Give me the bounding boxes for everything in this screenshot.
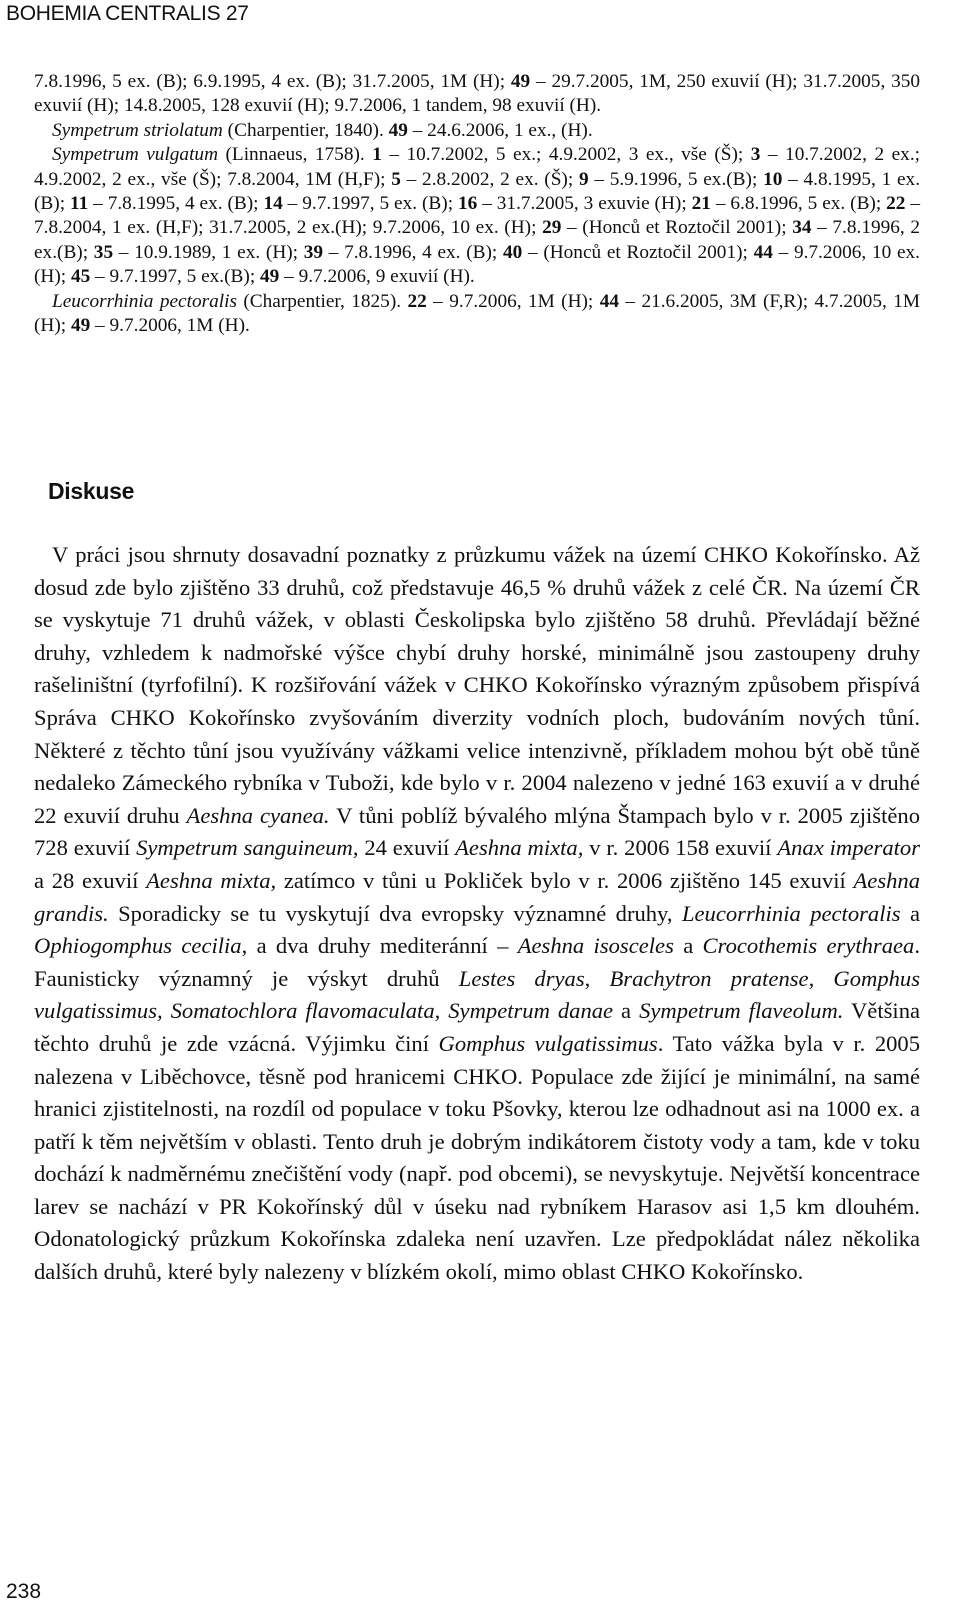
section-heading: Diskuse <box>48 478 135 504</box>
record-paragraph: Sympetrum vulgatum (Linnaeus, 1758). 1 – 10.7.2002, 5 ex.; 4.9.2002, 3 ex., vše (Š); 3 – 10.7.2002, 2 ex.; 4.9.2002, 2 ex., vše (Š); 7.8.2004, 1M (H,F); 5 – 2.8.2002, 2 ex. (Š); 9 – 5.9.1996, 5 ex.(B); 10 – 4.8.1995, 1 ex. (B); 11 – 7.8.1995, 4 ex. (B); 14 – 9.7.1997, 5 ex. (B); 16 – 31.7.2005, 3 exuvie (H); 21 – 6.8.1996, 5 ex. (B); 22 – 7.8.2004, 1 ex. (H,F); 31.7.2005, 2 ex.(H); 9.7.2006, 10 ex. (H); 29 – (Honců et Roztočil 2001); 34 – 7.8.1996, 2 ex.(B); 35 – 10.9.1989, 1 ex. (H); 39 – 7.8.1996, 4 ex. (B); 40 – (Honců et Roztočil 2001); 44 – 9.7.2006, 10 ex. (H); 45 – 9.7.1997, 5 ex.(B); 49 – 9.7.2006, 9 exuvií (H). <box>34 144 921 288</box>
page-number: 238 <box>6 1580 42 1603</box>
record-paragraph: Sympetrum striolatum (Charpentier, 1840). 49 – 24.6.2006, 1 ex., (H). <box>52 119 593 141</box>
record-paragraph: 7.8.1996, 5 ex. (B); 6.9.1995, 4 ex. (B); 31.7.2005, 1M (H); 49 – 29.7.2005, 1M, 250 exuvií (H); 31.7.2005, 350 exuvií (H); 14.8.2005, 128 exuvií (H); 9.7.2006, 1 tandem, 98 exuvií (H). <box>34 71 920 117</box>
running-header: BOHEMIA CENTRALIS 27 <box>6 2 249 25</box>
species-records <box>34 70 920 338</box>
discussion-paragraph: V práci jsou shrnuty dosavadní poznatky z průzkumu vážek na území CHKO Kokořínsko. Až dosud zde bylo zjištěno 33 druhů, což představuje 46,5 % druhů vážek z celé ČR. Na území ČR se vyskytuje 71 druhů vážek, v oblasti Českolipska bylo zjištěno 58 druhů. Převládají běžné druhy, vzhledem k nadmořské výšce chybí druhy horské, minimálně jsou zastoupeny druhy rašeliništní (tyrfofilní). K rozšiřování vážek v CHKO Kokořínsko výrazným způsobem přispívá Správa CHKO Kokořínsko zvyšováním diverzity vodních ploch, budováním nových tůní. Některé z těchto tůní jsou využívány vážkami velice intenzivně, příkladem mohou být obě tůně nedaleko Zámeckého rybníka v Tuboži, kde bylo v r. 2004 nalezeno v jedné 163 exuvií a v druhé 22 exuvií druhu Aeshna cyanea. V tůni poblíž bývalého mlýna Štampach bylo v r. 2005 zjištěno 728 exuvií Sympetrum sanguineum, 24 exuvií Aeshna mixta, v r. 2006 158 exuvií Anax imperator a 28 exuvií Aeshna mixta, zatímco v tůni u Pokliček bylo v r. 2006 zjištěno 145 exuvií Aeshna grandis. Sporadicky se tu vyskytují dva evropsky významné druhy, Leucorrhinia pectoralis a Ophiogomphus cecilia, a dva druhy mediteránní – Aeshna isosceles a Crocothemis erythraea. Faunisticky významný je výskyt druhů Lestes dryas, Brachytron pratense, Gomphus vulgatissimus, Somatochlora flavomaculata, Sympetrum danae a Sympetrum flaveolum. Většina těchto druhů je zde vzácná. Výjimku činí Gomphus vulgatissimus. Tato vážka byla v r. 2005 nalezena v Liběchovce, těsně pod hranicemi CHKO. Populace zde žijící je minimální, na samé hranici zjistitelnosti, na rozdíl od populace v toku Pšovky, kterou lze odhadnout asi na 1000 ex. a patří k těm největším v oblasti. Tento druh je dobrým indikátorem čistoty vody a tam, kde v toku dochází k nadměrnému znečištění vody (např. pod obcemi), se nevyskytuje. Největší koncentrace larev se nachází v PR Kokořínský důl v úseku nad rybníkem Harasov asi 1,5 km dlouhém. Odonatologický průzkum Kokořínska zdaleka není uzavřen. Lze předpokládat nález několika dalších druhů, které byly nalezeny v blízkém okolí, mimo oblast CHKO Kokořínsko. <box>34 542 921 1285</box>
record-paragraph: Leucorrhinia pectoralis (Charpentier, 1825). 22 – 9.7.2006, 1M (H); 44 – 21.6.2005, 3M (F,R); 4.7.2005, 1M (H); 49 – 9.7.2006, 1M (H). <box>34 290 920 337</box>
discussion-section <box>34 539 920 1289</box>
